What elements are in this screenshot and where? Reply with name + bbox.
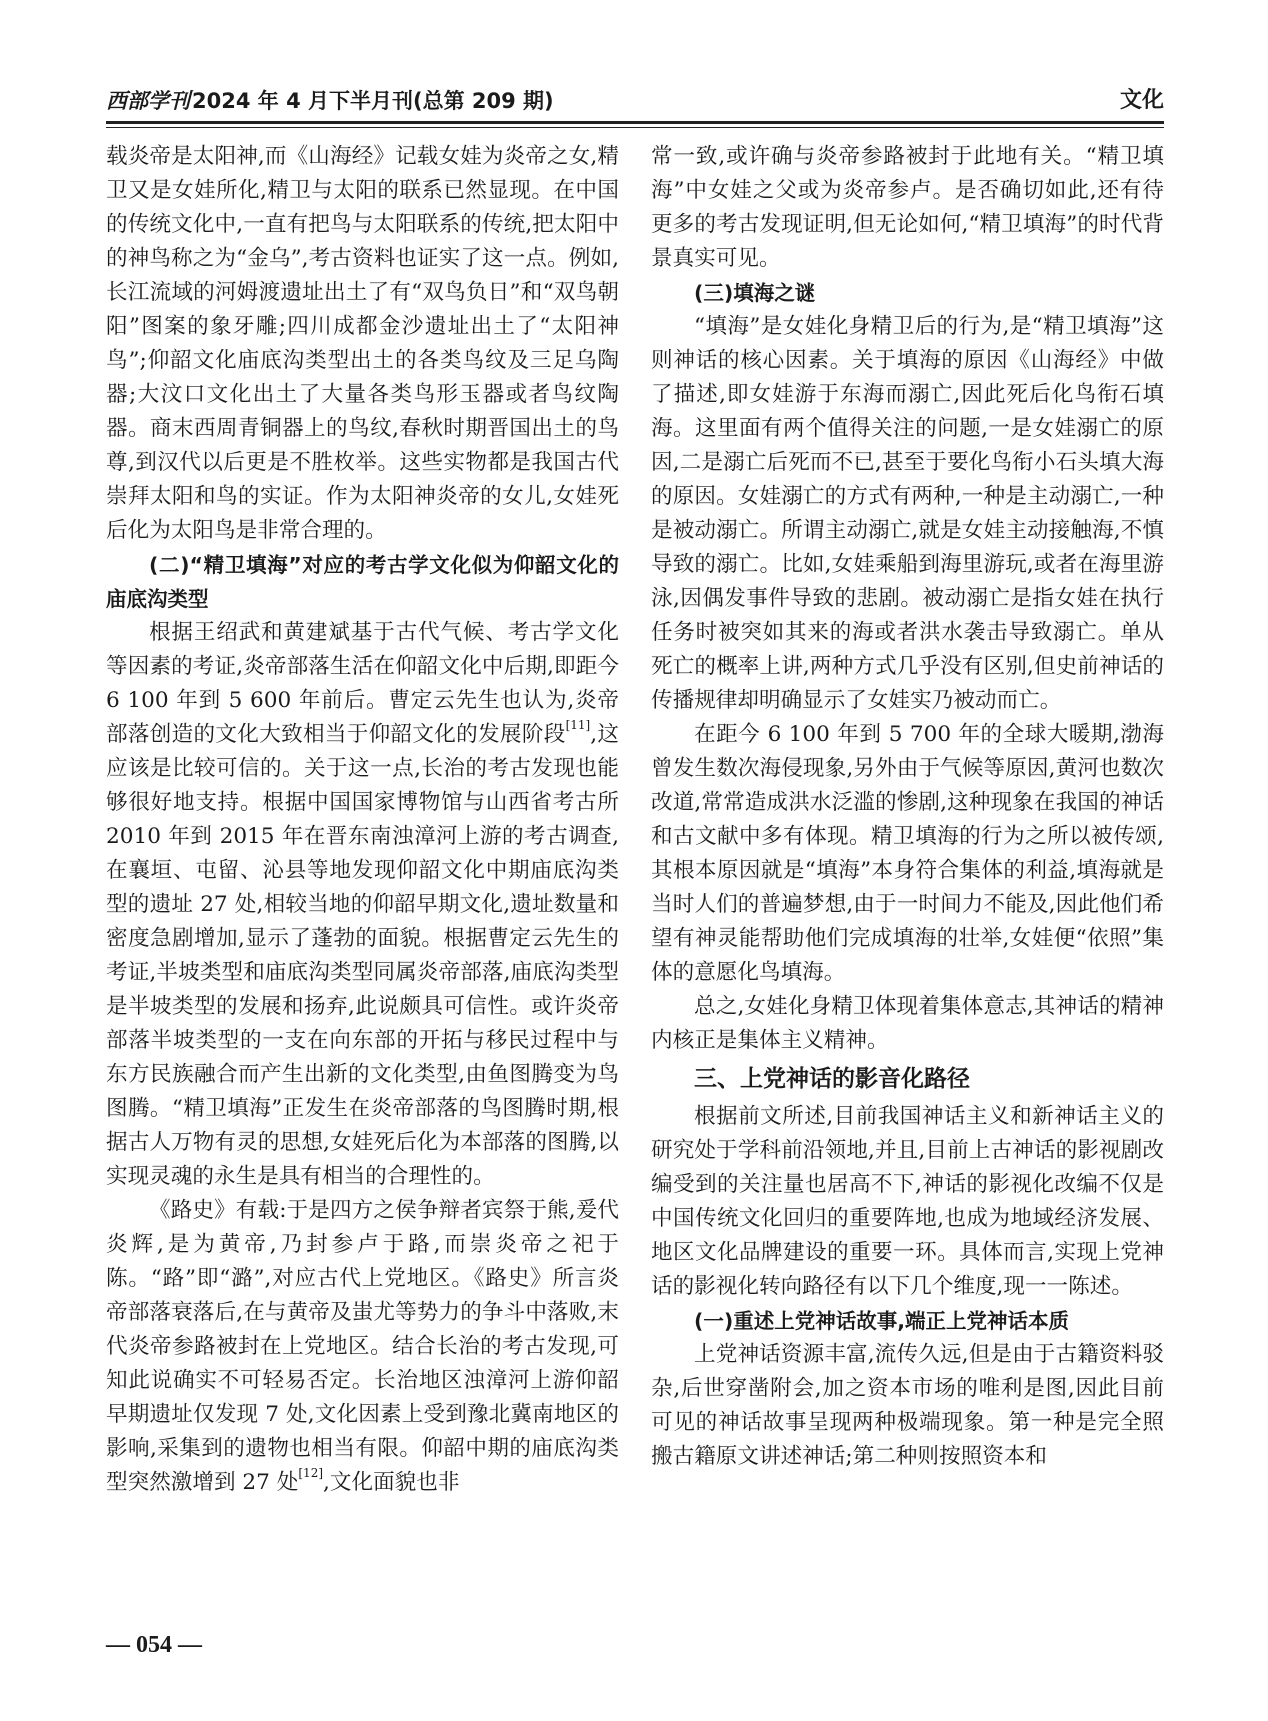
right-column	[651, 140, 1164, 1474]
page-number: — 054 —	[106, 1632, 202, 1658]
subsection-heading: (一)重述上党神话故事,端正上党神话本质	[694, 1309, 1070, 1333]
citation-ref: [11]	[565, 718, 591, 732]
paragraph: 总之,女娃化身精卫体现着集体意志,其神话的精神内核正是集体主义精神。	[651, 994, 1164, 1053]
paragraph: 常一致,或许确与炎帝参路被封于此地有关。“精卫填海”中女娃之父或为炎帝参卢。是否确切如此,还有待更多的考古发现证明,但无论如何,“精卫填海”的时代背景真实可见。	[651, 144, 1164, 271]
paragraph-text: ,这应该是比较可信的。关于这一点,长治的考古发现也能够很好地支持。根据中国国家博物馆与山西省考古所 2010 年到 2015 年在晋东南浊漳河上游的考古调查,在襄垣、屯留、沁县等地发现仰韶文化中期庙底沟类型的遗址 27 处,相较当地的仰韶早期文化,遗址数量和密度急剧增加,显示了蓬勃的面貌。根据曹定云先生的考证,半坡类型和庙底沟类型同属炎帝部落,庙底沟类型是半坡类型的发展和扬弃,此说颇具可信性。或许炎帝部落半坡类型的一支在向东部的开拓与移民过程中与东方民族融合而产生出新的文化类型,由鱼图腾变为鸟图腾。“精卫填海”正发生在炎帝部落的鸟图腾时期,根据古人万物有灵的思想,女娃死后化为本部落的图腾,以实现灵魂的永生是具有相当的合理性的。	[106, 722, 619, 1189]
citation-ref: [12]	[298, 1466, 324, 1480]
journal-logo: 西部学刊	[106, 88, 190, 113]
header-rule	[106, 121, 1164, 124]
paragraph-text: ,文化面貌也非	[323, 1470, 460, 1495]
subsection-heading: (三)填海之谜	[694, 281, 816, 305]
paragraph-text: 根据王绍武和黄建斌基于古代气候、考古学文化等因素的考证,炎帝部落生活在仰韶文化中后期,即距今 6 100 年到 5 600 年前后。曹定云先生也认为,炎帝部落创造的文化大致相当于仰韶文化的发展阶段	[106, 620, 619, 747]
paragraph	[106, 1194, 619, 1500]
paragraph	[106, 616, 619, 1194]
paragraph: “填海”是女娃化身精卫后的行为,是“精卫填海”这则神话的核心因素。关于填海的原因《山海经》中做了描述,即女娃游于东海而溺亡,因此死后化鸟衔石填海。这里面有两个值得关注的问题,一是女娃溺亡的原因,二是溺亡后死而不已,甚至于要化鸟衔小石头填大海的原因。女娃溺亡的方式有两种,一种是主动溺亡,一种是被动溺亡。所谓主动溺亡,就是女娃主动接触海,不慎导致的溺亡。比如,女娃乘船到海里游玩,或者在海里游泳,因偶发事件导致的悲剧。被动溺亡是指女娃在执行任务时被突如其来的海或者洪水袭击导致溺亡。单从死亡的概率上讲,两种方式几乎没有区别,但史前神话的传播规律却明确显示了女娃实乃被动而亡。	[651, 314, 1164, 713]
issue-info: 2024 年 4 月下半月刊(总第 209 期)	[192, 89, 554, 113]
header-rule-thin	[106, 127, 1164, 128]
paragraph: 上党神话资源丰富,流传久远,但是由于古籍资料驳杂,后世穿凿附会,加之资本市场的唯利是图,因此目前可见的神话故事呈现两种极端现象。第一种是完全照搬古籍原文讲述神话;第二种则按照资本和	[651, 1342, 1164, 1469]
paragraph: 在距今 6 100 年到 5 700 年的全球大暖期,渤海曾发生数次海侵现象,另外由于气候等原因,黄河也数次改道,常常造成洪水泛滥的惨剧,这种现象在我国的神话和古文献中多有体现。精卫填海的行为之所以被传颂,其根本原因就是“填海”本身符合集体的利益,填海就是当时人们的普遍梦想,由于一时间力不能及,因此他们希望有神灵能帮助他们完成填海的壮举,女娃便“依照”集体的意愿化鸟填海。	[651, 722, 1164, 985]
paragraph-text: 《路史》有载:于是四方之侯争辩者宾祭于熊,爰代炎辉,是为黄帝,乃封参卢于路,而崇炎帝之祀于陈。“路”即“潞”,对应古代上党地区。《路史》所言炎帝部落衰落后,在与黄帝及蚩尤等势力的争斗中落败,末代炎帝参路被封在上党地区。结合长治的考古发现,可知此说确实不可轻易否定。长治地区浊漳河上游仰韶早期遗址仅发现 7 处,文化因素上受到豫北冀南地区的影响,采集到的遗物也相当有限。仰韶中期的庙底沟类型突然激增到 27 处	[106, 1198, 619, 1495]
left-column	[106, 140, 619, 1500]
journal-header	[106, 84, 554, 118]
paragraph: 根据前文所述,目前我国神话主义和新神话主义的研究处于学科前沿领地,并且,目前上古神话的影视剧改编受到的关注量也居高不下,神话的影视化改编不仅是中国传统文化回归的重要阵地,也成为地域经济发展、地区文化品牌建设的重要一环。具体而言,实现上党神话的影视化转向路径有以下几个维度,现一一陈述。	[651, 1104, 1164, 1299]
page-header	[106, 84, 1164, 118]
section-label: 文化	[1119, 88, 1164, 113]
subsection-heading: (二)“精卫填海”对应的考古学文化似为仰韶文化的庙底沟类型	[106, 553, 619, 611]
section-heading: 三、上党神话的影音化路径	[694, 1066, 970, 1092]
paragraph: 载炎帝是太阳神,而《山海经》记载女娃为炎帝之女,精卫又是女娃所化,精卫与太阳的联系已然显现。在中国的传统文化中,一直有把鸟与太阳联系的传统,把太阳中的神鸟称之为“金乌”,考古资料也证实了这一点。例如,长江流域的河姆渡遗址出土了有“双鸟负日”和“双鸟朝阳”图案的象牙雕;四川成都金沙遗址出土了“太阳神鸟”;仰韶文化庙底沟类型出土的各类鸟纹及三足乌陶器;大汶口文化出土了大量各类鸟形玉器或者鸟纹陶器。商末西周青铜器上的鸟纹,春秋时期晋国出土的鸟尊,到汉代以后更是不胜枚举。这些实物都是我国古代崇拜太阳和鸟的实证。作为太阳神炎帝的女儿,女娃死后化为太阳鸟是非常合理的。	[106, 144, 619, 543]
